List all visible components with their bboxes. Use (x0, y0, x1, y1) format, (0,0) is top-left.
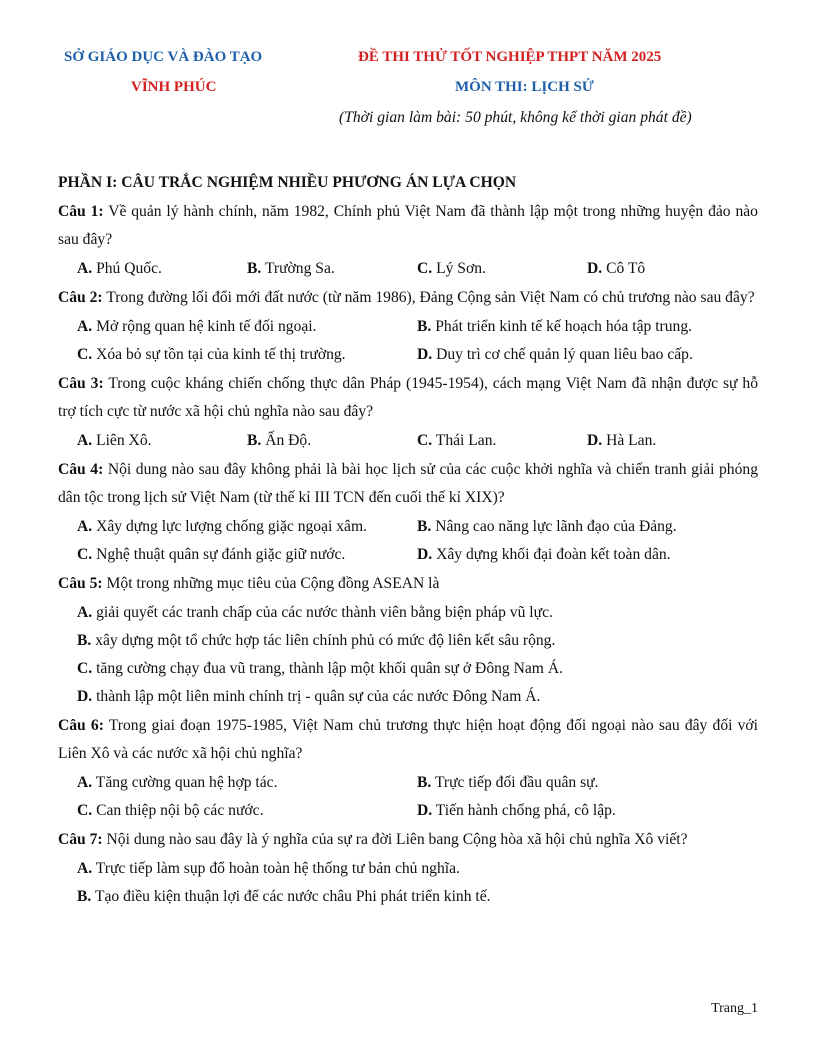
option-c[interactable] (417, 255, 587, 283)
question-5-options (58, 599, 758, 711)
option-b[interactable] (247, 427, 417, 455)
option-text: tăng cường chạy đua vũ trang, thành lập một khối quân sự ở Đông Nam Á. (96, 660, 563, 677)
option-text: giải quyết các tranh chấp của các nước thành viên bằng biện pháp vũ lực. (96, 604, 553, 621)
question-4-options (58, 513, 758, 569)
question-6-stem (58, 712, 758, 768)
option-a[interactable] (77, 427, 247, 455)
option-text: Phú Quốc. (96, 260, 162, 277)
option-text: Tạo điều kiện thuận lợi để các nước châu Phi phát triển kinh tế. (94, 888, 491, 905)
option-b[interactable] (417, 769, 757, 797)
question-label: Câu 3: (58, 375, 104, 392)
option-letter: B. (417, 518, 432, 535)
option-letter: C. (77, 546, 93, 563)
question-7-stem (58, 826, 758, 854)
question-1 (58, 198, 758, 283)
option-text: Xây dựng lực lượng chống giặc ngoại xâm. (96, 518, 367, 535)
option-letter: B. (77, 632, 92, 649)
option-a[interactable] (77, 255, 247, 283)
part1-title: PHẦN I: CÂU TRẮC NGHIỆM NHIỀU PHƯƠNG ÁN LỰA CHỌN (58, 174, 517, 191)
question-5-stem (58, 570, 758, 598)
option-text: Xây dựng khối đại đoàn kết toàn dân. (436, 546, 671, 563)
page-number: Trang_1 (711, 1001, 758, 1016)
question-label: Câu 1: (58, 203, 104, 220)
option-letter: A. (77, 318, 93, 335)
option-a[interactable] (77, 513, 417, 541)
option-c[interactable] (417, 427, 587, 455)
option-text: Phát triển kinh tế kế hoạch hóa tập trung. (435, 318, 693, 335)
option-text: Nâng cao năng lực lãnh đạo của Đảng. (435, 518, 677, 535)
question-text: Về quản lý hành chính, năm 1982, Chính phủ Việt Nam đã thành lập một trong những huyện đảo nào sau đây? (58, 203, 758, 248)
option-letter: D. (417, 346, 433, 363)
option-c[interactable] (77, 541, 417, 569)
question-text: Một trong những mục tiêu của Cộng đồng ASEAN là (106, 575, 440, 592)
question-text: Trong giai đoạn 1975-1985, Việt Nam chủ trương thực hiện hoạt động đối ngoại nào sau đây đối với Liên Xô và các nước xã hội chủ nghĩa? (58, 717, 759, 762)
option-d[interactable] (417, 797, 757, 825)
question-3-options (58, 427, 758, 455)
option-text: Ấn Độ. (265, 432, 312, 449)
option-letter: B. (417, 774, 432, 791)
option-letter: D. (587, 260, 603, 277)
option-c[interactable] (77, 797, 417, 825)
option-a[interactable] (77, 599, 757, 627)
header-exam-title: ĐỀ THI THỬ TỐT NGHIỆP THPT NĂM 2025 (358, 49, 662, 65)
question-1-stem (58, 198, 758, 254)
question-label: Câu 4: (58, 461, 104, 478)
option-text: Tiến hành chống phá, cô lập. (435, 802, 616, 819)
option-text: Trường Sa. (264, 260, 335, 277)
question-1-options (58, 255, 758, 283)
question-3-stem (58, 370, 758, 426)
option-letter: A. (77, 518, 93, 535)
option-letter: B. (247, 432, 262, 449)
option-b[interactable] (417, 513, 757, 541)
option-b[interactable] (417, 313, 757, 341)
option-c[interactable] (77, 341, 417, 369)
option-letter: A. (77, 432, 93, 449)
question-2-options (58, 313, 758, 369)
question-7-options (58, 855, 758, 911)
option-letter: C. (77, 346, 93, 363)
exam-content (58, 169, 758, 912)
question-2-stem (58, 284, 758, 312)
option-text: thành lập một liên minh chính trị - quân sự của các nước Đông Nam Á. (96, 688, 541, 705)
option-text: Trực tiếp làm sụp đổ hoàn toàn hệ thống tư bản chủ nghĩa. (95, 860, 460, 877)
question-label: Câu 7: (58, 831, 103, 848)
question-text: Nội dung nào sau đây là ý nghĩa của sự ra đời Liên bang Cộng hòa xã hội chủ nghĩa Xô viết? (106, 831, 688, 848)
option-d[interactable] (417, 341, 757, 369)
option-text: Can thiệp nội bộ các nước. (96, 802, 264, 819)
option-b[interactable] (77, 883, 757, 911)
option-letter: A. (77, 860, 93, 877)
option-letter: B. (77, 888, 92, 905)
option-text: Trực tiếp đối đầu quân sự. (434, 774, 599, 791)
option-b[interactable] (247, 255, 417, 283)
option-d[interactable] (77, 683, 757, 711)
option-text: Cô Tô (606, 260, 646, 277)
question-text: Trong đường lối đổi mới đất nước (từ năm 1986), Đảng Cộng sản Việt Nam có chủ trương nào sau đây? (106, 289, 755, 306)
question-label: Câu 2: (58, 289, 103, 306)
option-text: Tăng cường quan hệ hợp tác. (95, 774, 278, 791)
option-text: xây dựng một tổ chức hợp tác liên chính phủ có mức độ liên kết sâu rộng. (95, 632, 556, 649)
question-label: Câu 6: (58, 717, 104, 734)
option-letter: A. (77, 260, 93, 277)
option-d[interactable] (587, 427, 757, 455)
header-time-note: (Thời gian làm bài: 50 phút, không kể thời gian phát đề) (339, 109, 692, 126)
question-7 (58, 826, 758, 911)
option-letter: D. (77, 688, 93, 705)
question-text: Trong cuộc kháng chiến chống thực dân Pháp (1945-1954), cách mạng Việt Nam đã nhận được sự hỗ trợ tích cực từ nước xã hội chủ nghĩa nào sau đây? (58, 375, 758, 420)
question-text: Nội dung nào sau đây không phải là bài học lịch sử của các cuộc khởi nghĩa và chiến tranh giải phóng dân tộc trong lịch sử Việt Nam (từ thế kỉ III TCN đến cuối thế kỉ XIX)? (58, 461, 758, 506)
option-a[interactable] (77, 313, 417, 341)
option-letter: C. (417, 260, 433, 277)
option-letter: B. (417, 318, 432, 335)
option-a[interactable] (77, 855, 757, 883)
option-text: Duy trì cơ chế quản lý quan liêu bao cấp. (436, 346, 693, 363)
option-d[interactable] (587, 255, 757, 283)
header-dept-line2: VĨNH PHÚC (131, 79, 217, 95)
question-3 (58, 370, 758, 455)
option-letter: C. (417, 432, 433, 449)
option-letter: A. (77, 774, 93, 791)
option-text: Thái Lan. (435, 432, 497, 449)
option-letter: C. (77, 802, 93, 819)
option-letter: D. (417, 802, 433, 819)
question-6-options (58, 769, 758, 825)
option-b[interactable] (77, 627, 757, 655)
question-4-stem (58, 456, 758, 512)
header-dept-line1: SỞ GIÁO DỤC VÀ ĐÀO TẠO (64, 49, 263, 65)
option-text: Nghệ thuật quân sự đánh giặc giữ nước. (96, 546, 346, 563)
option-letter: A. (77, 604, 93, 621)
option-text: Hà Lan. (606, 432, 657, 449)
question-2 (58, 284, 758, 369)
option-text: Liên Xô. (96, 432, 152, 449)
option-text: Xóa bỏ sự tồn tại của kinh tế thị trường. (96, 346, 346, 363)
option-letter: D. (587, 432, 603, 449)
option-text: Lý Sơn. (436, 260, 486, 277)
option-c[interactable] (77, 655, 757, 683)
option-a[interactable] (77, 769, 417, 797)
question-6 (58, 712, 758, 825)
option-letter: C. (77, 660, 93, 677)
option-text: Mở rộng quan hệ kinh tế đối ngoại. (96, 318, 317, 335)
question-label: Câu 5: (58, 575, 103, 592)
option-letter: D. (417, 546, 433, 563)
header-subject: MÔN THI: LỊCH SỬ (455, 79, 594, 95)
option-d[interactable] (417, 541, 757, 569)
option-letter: B. (247, 260, 262, 277)
question-5 (58, 570, 758, 711)
question-4 (58, 456, 758, 569)
